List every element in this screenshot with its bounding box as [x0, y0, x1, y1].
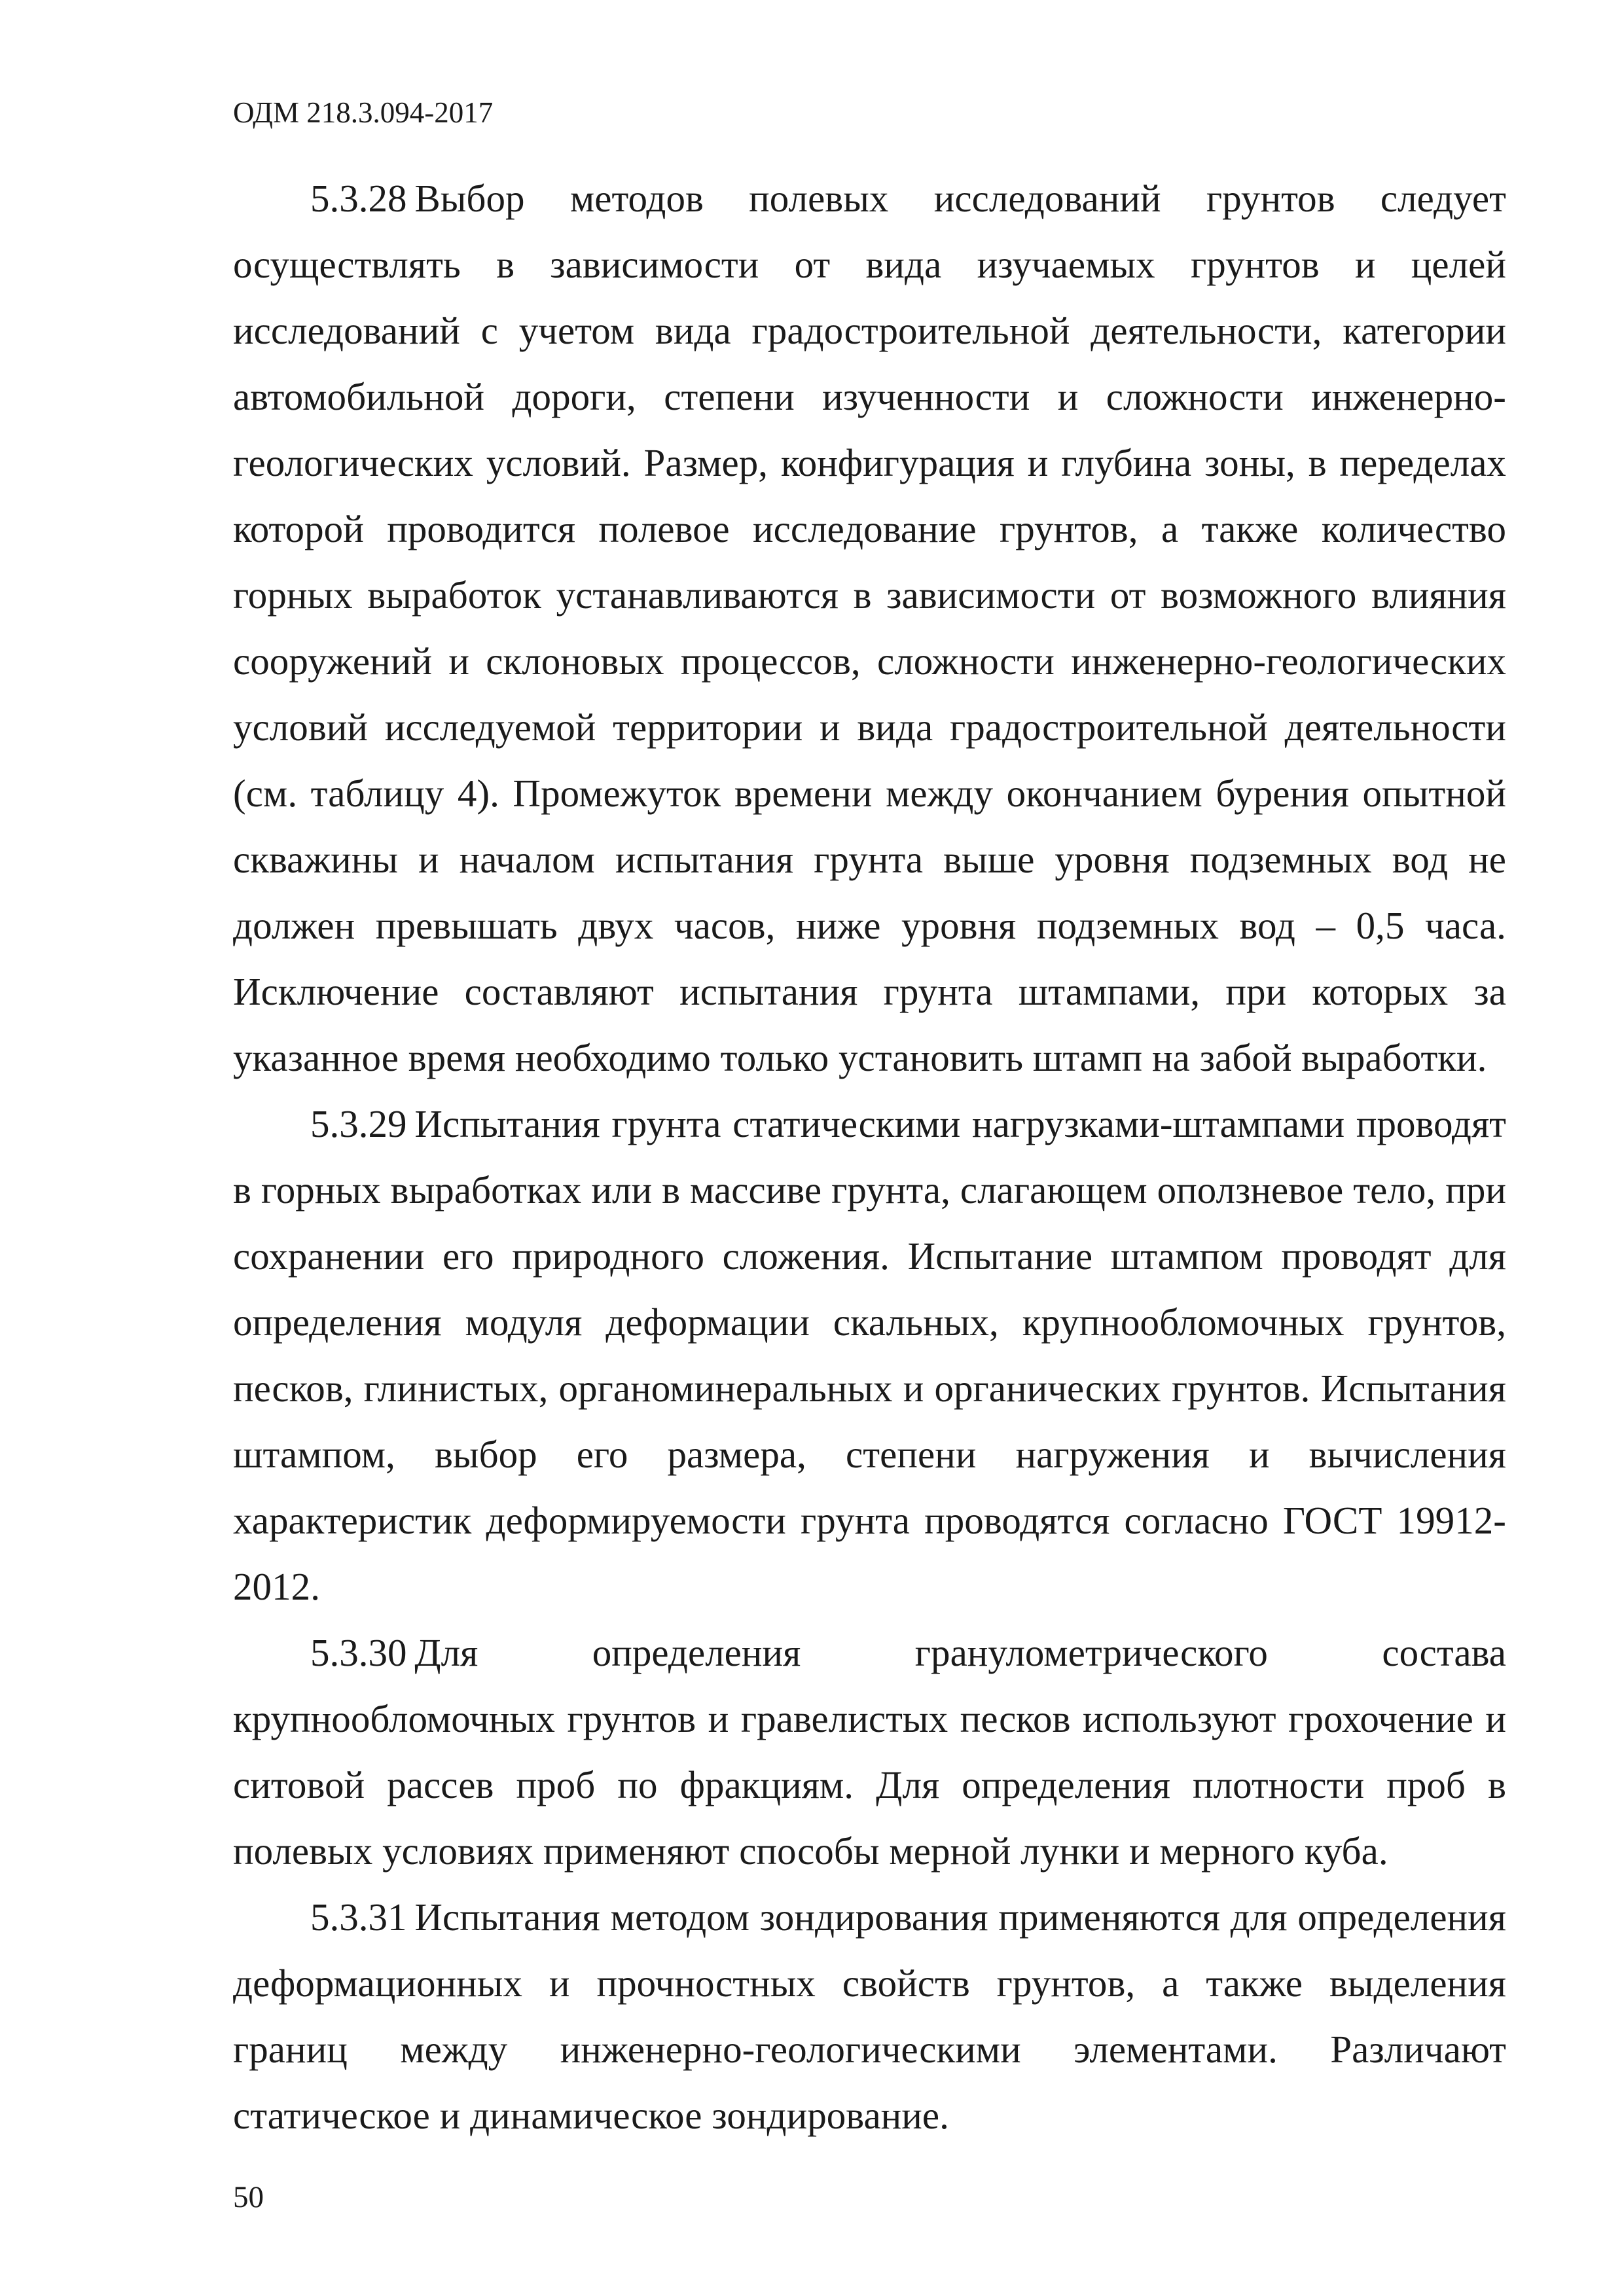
paragraph-5-3-29 — [233, 1091, 1506, 1620]
paragraph-5-3-31 — [233, 1884, 1506, 2149]
paragraph-text: Испытания методом зондирования применяются для определения деформационных и прочностных свойств грунтов, а также выделения границ между инженерно-геологическими элементами. Различают статическое и динамическое зондирование. — [233, 1895, 1506, 2137]
paragraph-number: 5.3.29 — [310, 1102, 407, 1145]
paragraph-number: 5.3.31 — [310, 1895, 407, 1939]
paragraph-text: Испытания грунта статическими нагрузками-штампами проводят в горных выработках или в массиве грунта, слагающем оползневое тело, при сохранении его природного сложения. Испытание штампом проводят для определения модуля деформации скальных, крупнообломочных грунтов, песков, глинистых, органоминеральных и органических грунтов. Испытания штампом, выбор его размера, степени нагружения и вычисления характеристик деформируемости грунта проводятся согласно ГОСТ 19912-2012. — [233, 1102, 1506, 1608]
page-number: 50 — [233, 2180, 264, 2214]
document-body — [233, 166, 1506, 2149]
document-code-header: ОДМ 218.3.094-2017 — [233, 96, 494, 129]
paragraph-number: 5.3.30 — [310, 1631, 407, 1674]
paragraph-text: Выбор методов полевых исследований грунтов следует осуществлять в зависимости от вида изучаемых грунтов и целей исследований с учетом вида градостроительной деятельности, категории автомобильной дороги, степени изученности и сложности инженерно-геологических условий. Размер, конфигурация и глубина зоны, в переделах которой проводится полевое исследование грунтов, а также количество горных выработок устанавливаются в зависимости от возможного влияния сооружений и склоновых процессов, сложности инженерно-геологических условий исследуемой территории и вида градостроительной деятельности (см. таблицу 4). Промежуток времени между окончанием бурения опытной скважины и началом испытания грунта выше уровня подземных вод не должен превышать двух часов, ниже уровня подземных вод – 0,5 часа. Исключение составляют испытания грунта штампами, при которых за указанное время необходимо только установить штамп на забой выработки. — [233, 177, 1506, 1079]
paragraph-number: 5.3.28 — [310, 177, 407, 220]
paragraph-5-3-30 — [233, 1620, 1506, 1884]
paragraph-text: Для определения гранулометрического состава крупнообломочных грунтов и гравелистых песков используют грохочение и ситовой рассев проб по фракциям. Для определения плотности проб в полевых условиях применяют способы мерной лунки и мерного куба. — [233, 1631, 1506, 1873]
paragraph-5-3-28 — [233, 166, 1506, 1091]
